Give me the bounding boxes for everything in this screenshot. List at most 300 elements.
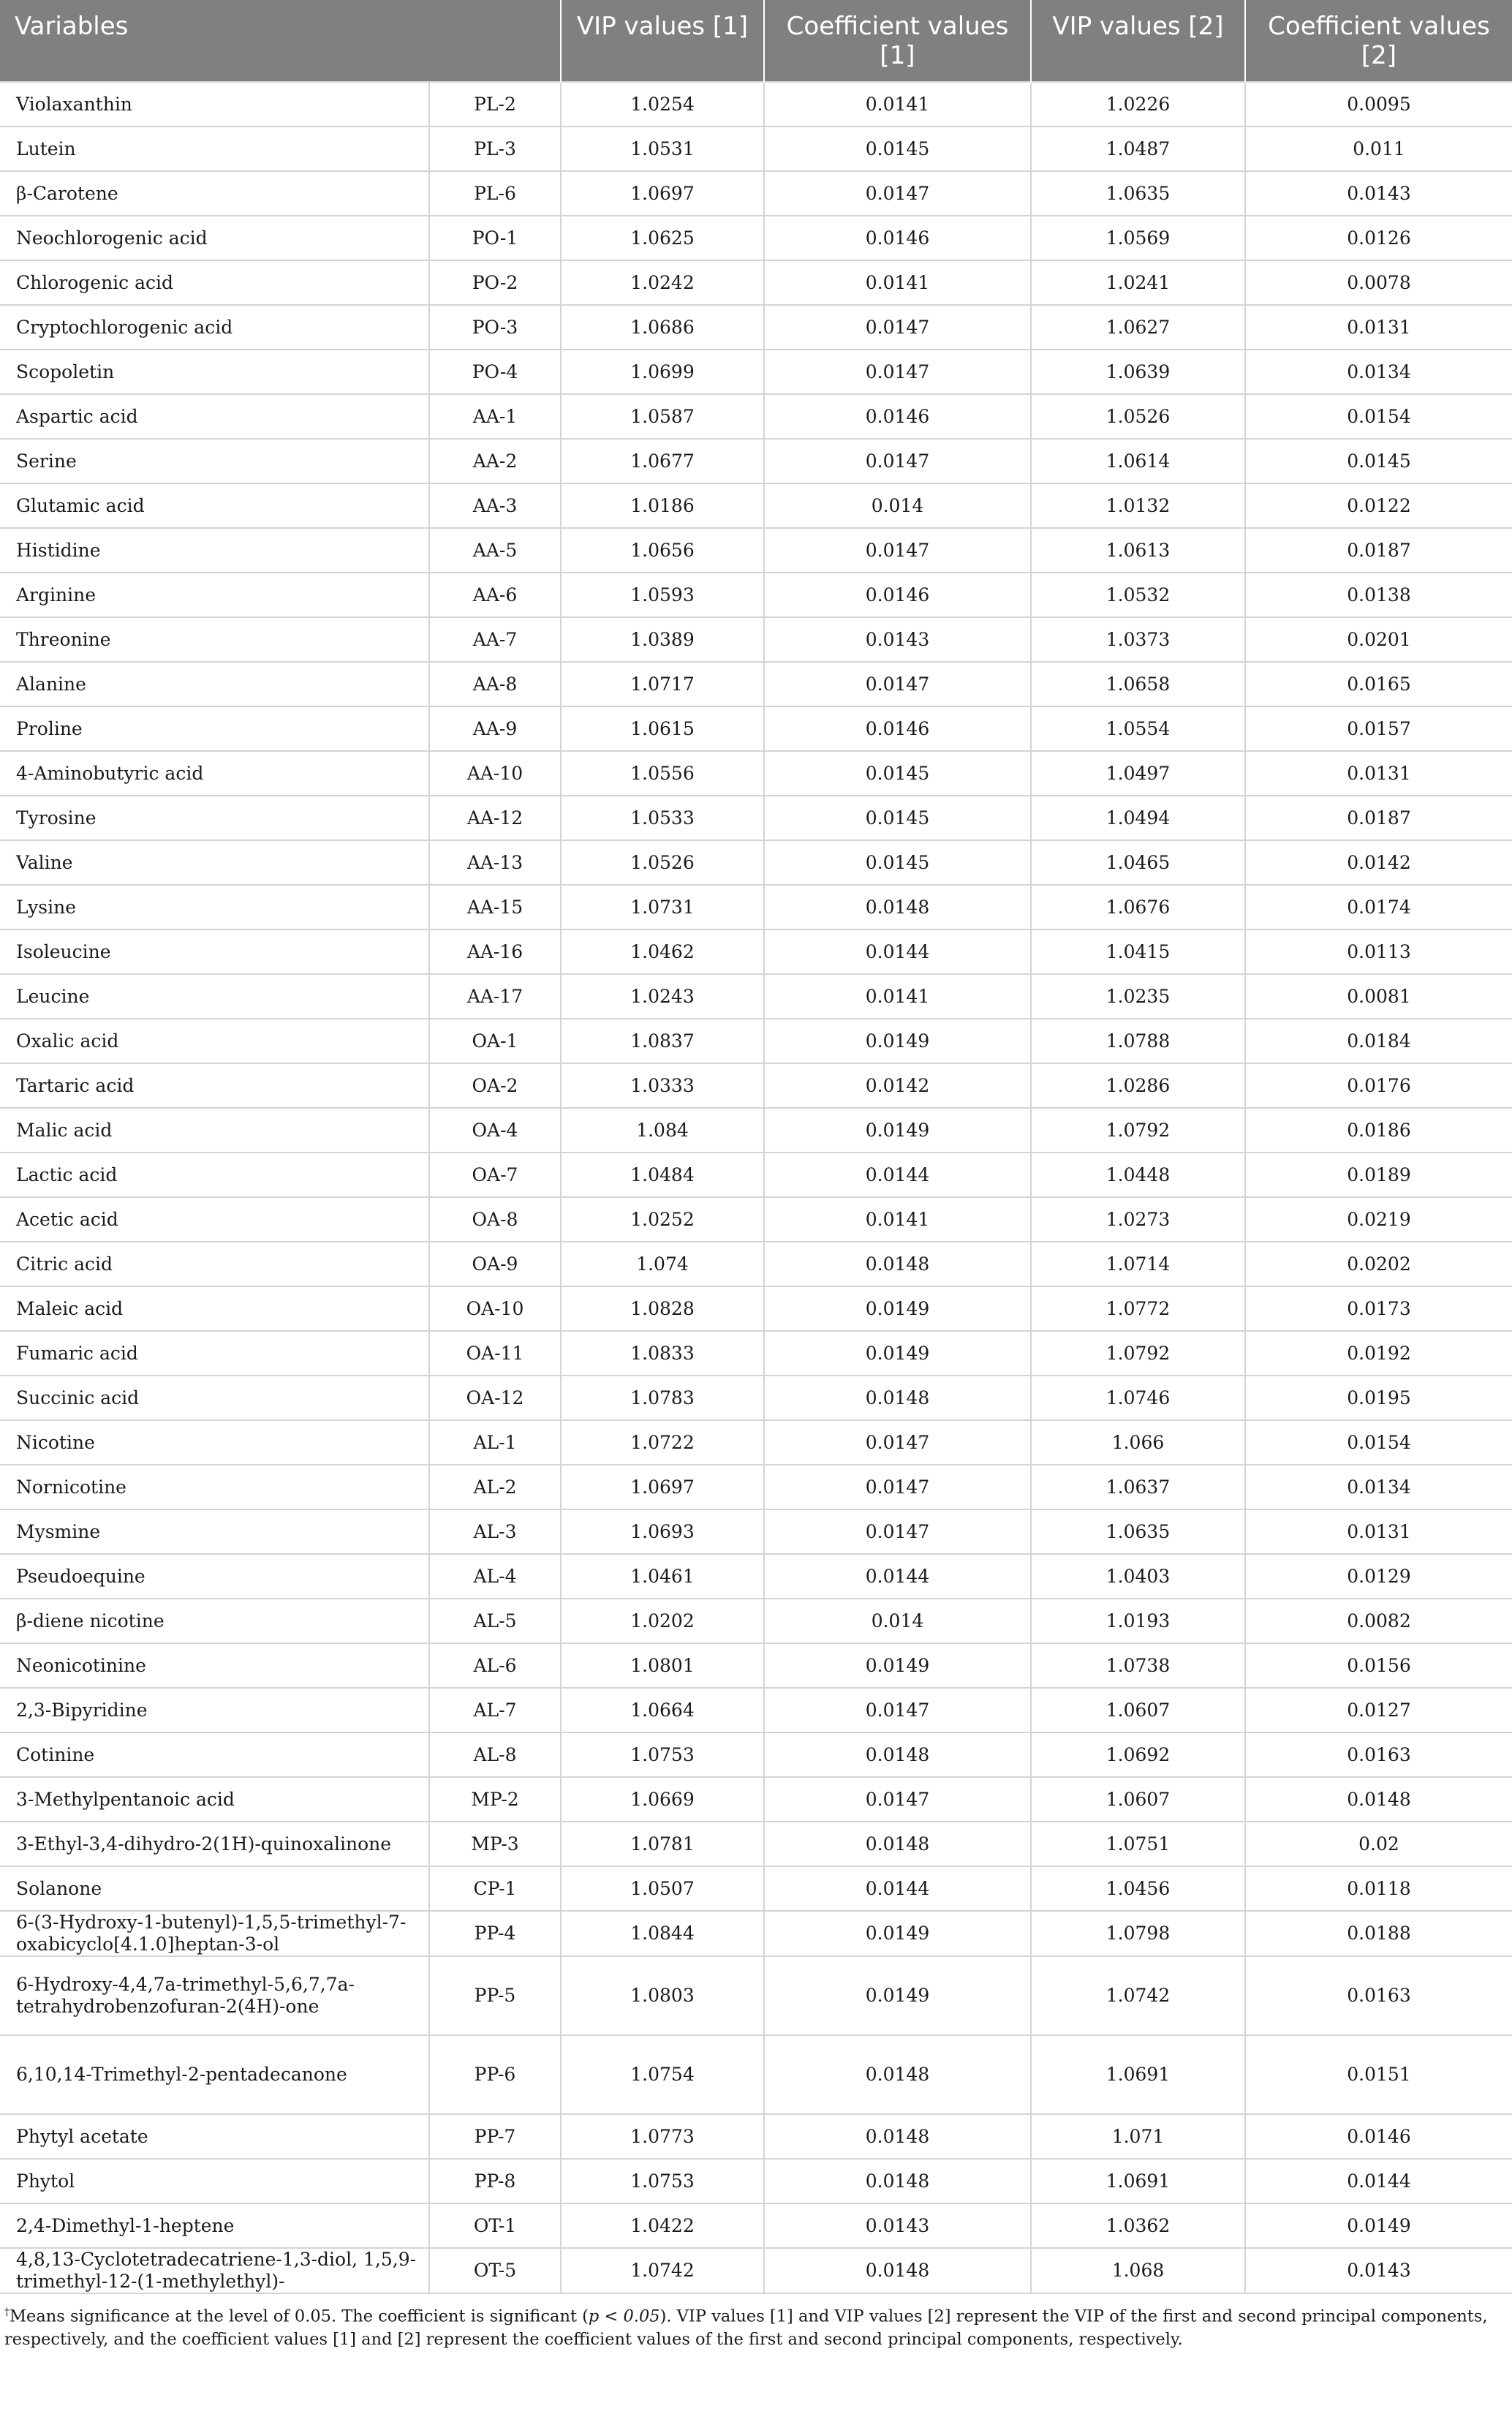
coefficient-1-cell: 0.0147 — [764, 528, 1031, 573]
coefficient-1-cell: 0.0149 — [764, 1286, 1031, 1331]
variable-code-cell: AA-7 — [429, 617, 561, 662]
variable-name-cell: Phytyl acetate — [0, 2114, 429, 2159]
coefficient-2-cell: 0.0118 — [1245, 1866, 1512, 1911]
table-header-row — [0, 0, 1512, 82]
coefficient-1-cell: 0.0148 — [764, 1822, 1031, 1866]
vip-1-cell: 1.0242 — [561, 260, 764, 305]
coefficient-2-cell: 0.0187 — [1245, 528, 1512, 573]
vip-1-cell: 1.084 — [561, 1108, 764, 1153]
table-row — [0, 1509, 1512, 1554]
vip-1-cell: 1.0773 — [561, 2114, 764, 2159]
table-row — [0, 796, 1512, 840]
coefficient-2-cell: 0.0146 — [1245, 2114, 1512, 2159]
header-vip-2: VIP values [2] — [1031, 0, 1245, 82]
vip-2-cell: 1.0792 — [1031, 1108, 1245, 1153]
header-coefficient-1: Coefficient values [1] — [764, 0, 1031, 82]
variable-name-cell: 3-Methylpentanoic acid — [0, 1777, 429, 1822]
table-row — [0, 1822, 1512, 1866]
variable-name-cell: Violaxanthin — [0, 82, 429, 127]
table-row — [0, 439, 1512, 483]
variable-code-cell: AA-9 — [429, 706, 561, 751]
table-row — [0, 127, 1512, 171]
variable-code-cell: AL-7 — [429, 1688, 561, 1732]
table-row — [0, 1688, 1512, 1732]
coefficient-1-cell: 0.0147 — [764, 171, 1031, 216]
coefficient-1-cell: 0.0141 — [764, 260, 1031, 305]
vip-1-cell: 1.0753 — [561, 2159, 764, 2203]
variable-name-cell: Lactic acid — [0, 1153, 429, 1197]
vip-1-cell: 1.0333 — [561, 1063, 764, 1108]
footnote-mark: † — [4, 2306, 10, 2318]
variable-code-cell: OA-1 — [429, 1019, 561, 1063]
vip-2-cell: 1.0241 — [1031, 260, 1245, 305]
coefficient-1-cell: 0.0147 — [764, 350, 1031, 394]
coefficient-1-cell: 0.0148 — [764, 2114, 1031, 2159]
coefficient-1-cell: 0.0148 — [764, 1242, 1031, 1286]
variable-code-cell: AL-8 — [429, 1732, 561, 1777]
variable-name-cell: Cotinine — [0, 1732, 429, 1777]
coefficient-2-cell: 0.0188 — [1245, 1911, 1512, 1956]
vip-2-cell: 1.0738 — [1031, 1643, 1245, 1688]
coefficient-1-cell: 0.0149 — [764, 1019, 1031, 1063]
vip-1-cell: 1.0801 — [561, 1643, 764, 1688]
table-row — [0, 1732, 1512, 1777]
coefficient-1-cell: 0.0141 — [764, 974, 1031, 1019]
vip-2-cell: 1.0639 — [1031, 350, 1245, 394]
vip-1-cell: 1.0252 — [561, 1197, 764, 1242]
coefficient-2-cell: 0.0174 — [1245, 885, 1512, 929]
variable-name-cell: Leucine — [0, 974, 429, 1019]
vip-2-cell: 1.0494 — [1031, 796, 1245, 840]
variable-code-cell: AA-3 — [429, 483, 561, 528]
coefficient-2-cell: 0.0138 — [1245, 573, 1512, 617]
variable-code-cell: AA-10 — [429, 751, 561, 796]
coefficient-2-cell: 0.0126 — [1245, 216, 1512, 260]
coefficient-2-cell: 0.0176 — [1245, 1063, 1512, 1108]
vip-1-cell: 1.0389 — [561, 617, 764, 662]
coefficient-2-cell: 0.0151 — [1245, 2035, 1512, 2114]
coefficient-1-cell: 0.0147 — [764, 1465, 1031, 1509]
table-row — [0, 1197, 1512, 1242]
vip-1-cell: 1.0731 — [561, 885, 764, 929]
table-row — [0, 1956, 1512, 2035]
variable-name-cell: Acetic acid — [0, 1197, 429, 1242]
vip-1-cell: 1.0677 — [561, 439, 764, 483]
variable-code-cell: PL-6 — [429, 171, 561, 216]
table-row — [0, 662, 1512, 706]
vip-2-cell: 1.0792 — [1031, 1331, 1245, 1376]
variable-code-cell: PP-5 — [429, 1956, 561, 2035]
coefficient-2-cell: 0.0189 — [1245, 1153, 1512, 1197]
vip-1-cell: 1.0507 — [561, 1866, 764, 1911]
vip-1-cell: 1.0754 — [561, 2035, 764, 2114]
variable-code-cell: AA-5 — [429, 528, 561, 573]
coefficient-1-cell: 0.0142 — [764, 1063, 1031, 1108]
vip-2-cell: 1.0692 — [1031, 1732, 1245, 1777]
coefficient-2-cell: 0.0145 — [1245, 439, 1512, 483]
vip-2-cell: 1.0569 — [1031, 216, 1245, 260]
footnote-p-value: p < 0.05 — [588, 2306, 660, 2326]
table-row — [0, 617, 1512, 662]
coefficient-1-cell: 0.0141 — [764, 82, 1031, 127]
coefficient-1-cell: 0.0144 — [764, 929, 1031, 974]
coefficient-2-cell: 0.0113 — [1245, 929, 1512, 974]
coefficient-2-cell: 0.0157 — [1245, 706, 1512, 751]
vip-2-cell: 1.0635 — [1031, 1509, 1245, 1554]
coefficient-2-cell: 0.0127 — [1245, 1688, 1512, 1732]
vip-2-cell: 1.0273 — [1031, 1197, 1245, 1242]
table-row — [0, 1108, 1512, 1153]
vip-1-cell: 1.0722 — [561, 1420, 764, 1465]
variable-code-cell: PL-3 — [429, 127, 561, 171]
variable-name-cell: Maleic acid — [0, 1286, 429, 1331]
coefficient-2-cell: 0.0186 — [1245, 1108, 1512, 1153]
table-row — [0, 1063, 1512, 1108]
vip-1-cell: 1.0462 — [561, 929, 764, 974]
variable-name-cell: Succinic acid — [0, 1376, 429, 1420]
vip-1-cell: 1.0686 — [561, 305, 764, 350]
vip-1-cell: 1.0484 — [561, 1153, 764, 1197]
variable-name-cell: Serine — [0, 439, 429, 483]
table-row — [0, 2248, 1512, 2293]
coefficient-2-cell: 0.0201 — [1245, 617, 1512, 662]
coefficient-1-cell: 0.0144 — [764, 1153, 1031, 1197]
coefficient-2-cell: 0.0082 — [1245, 1599, 1512, 1643]
variable-code-cell: OA-2 — [429, 1063, 561, 1108]
variable-code-cell: AL-1 — [429, 1420, 561, 1465]
coefficient-2-cell: 0.0131 — [1245, 751, 1512, 796]
vip-2-cell: 1.0132 — [1031, 483, 1245, 528]
header-vip-1: VIP values [1] — [561, 0, 764, 82]
vip-1-cell: 1.0526 — [561, 840, 764, 885]
vip-1-cell: 1.0615 — [561, 706, 764, 751]
vip-1-cell: 1.0533 — [561, 796, 764, 840]
table-row — [0, 1643, 1512, 1688]
coefficient-1-cell: 0.0149 — [764, 1331, 1031, 1376]
coefficient-2-cell: 0.0163 — [1245, 1956, 1512, 2035]
vip-1-cell: 1.0742 — [561, 2248, 764, 2293]
table-row — [0, 1420, 1512, 1465]
table-body — [0, 82, 1512, 2293]
coefficient-2-cell: 0.0187 — [1245, 796, 1512, 840]
coefficient-1-cell: 0.0145 — [764, 796, 1031, 840]
coefficient-2-cell: 0.0081 — [1245, 974, 1512, 1019]
vip-1-cell: 1.0656 — [561, 528, 764, 573]
vip-2-cell: 1.0627 — [1031, 305, 1245, 350]
coefficient-2-cell: 0.02 — [1245, 1822, 1512, 1866]
vip-1-cell: 1.0186 — [561, 483, 764, 528]
variable-code-cell: AA-2 — [429, 439, 561, 483]
vip-1-cell: 1.0254 — [561, 82, 764, 127]
footnote-text-b: ). VIP values [1] and VIP values [2] represent the VIP of the first and second principal components, respectively, and the coefficient values [1] and [2] represent the coefficient values of the first and second principal components, respectively. — [4, 2306, 1488, 2349]
vip-1-cell: 1.0593 — [561, 573, 764, 617]
coefficient-2-cell: 0.0165 — [1245, 662, 1512, 706]
variable-code-cell: AA-13 — [429, 840, 561, 885]
coefficient-1-cell: 0.0141 — [764, 1197, 1031, 1242]
variable-code-cell: CP-1 — [429, 1866, 561, 1911]
vip-2-cell: 1.0448 — [1031, 1153, 1245, 1197]
table-row — [0, 1554, 1512, 1599]
coefficient-2-cell: 0.0078 — [1245, 260, 1512, 305]
coefficient-2-cell: 0.0142 — [1245, 840, 1512, 885]
vip-2-cell: 1.0226 — [1031, 82, 1245, 127]
table-row — [0, 1911, 1512, 1956]
coefficient-2-cell: 0.0219 — [1245, 1197, 1512, 1242]
coefficient-1-cell: 0.0144 — [764, 1554, 1031, 1599]
variable-code-cell: OT-5 — [429, 2248, 561, 2293]
vip-2-cell: 1.0554 — [1031, 706, 1245, 751]
coefficient-2-cell: 0.0192 — [1245, 1331, 1512, 1376]
coefficient-1-cell: 0.0143 — [764, 617, 1031, 662]
variable-name-cell: Aspartic acid — [0, 394, 429, 439]
coefficient-1-cell: 0.0147 — [764, 1420, 1031, 1465]
vip-2-cell: 1.0714 — [1031, 1242, 1245, 1286]
variable-code-cell: AA-16 — [429, 929, 561, 974]
vip-1-cell: 1.0664 — [561, 1688, 764, 1732]
vip-1-cell: 1.074 — [561, 1242, 764, 1286]
variable-name-cell: Alanine — [0, 662, 429, 706]
variable-name-cell: Proline — [0, 706, 429, 751]
variable-code-cell: AA-15 — [429, 885, 561, 929]
vip-2-cell: 1.0373 — [1031, 617, 1245, 662]
coefficient-1-cell: 0.0147 — [764, 662, 1031, 706]
vip-2-cell: 1.0637 — [1031, 1465, 1245, 1509]
vip-2-cell: 1.0691 — [1031, 2035, 1245, 2114]
variable-name-cell: Lutein — [0, 127, 429, 171]
coefficient-2-cell: 0.0143 — [1245, 171, 1512, 216]
variable-code-cell: PP-8 — [429, 2159, 561, 2203]
vip-1-cell: 1.0587 — [561, 394, 764, 439]
coefficient-1-cell: 0.0146 — [764, 394, 1031, 439]
variable-name-cell: 6,10,14-Trimethyl-2-pentadecanone — [0, 2035, 429, 2114]
table-row — [0, 929, 1512, 974]
variable-name-cell: Nicotine — [0, 1420, 429, 1465]
variable-code-cell: OA-8 — [429, 1197, 561, 1242]
table-row — [0, 216, 1512, 260]
table-row — [0, 1465, 1512, 1509]
table-row — [0, 2159, 1512, 2203]
variable-name-cell: 2,3-Bipyridine — [0, 1688, 429, 1732]
coefficient-2-cell: 0.0148 — [1245, 1777, 1512, 1822]
coefficient-2-cell: 0.0154 — [1245, 394, 1512, 439]
variable-code-cell: PO-3 — [429, 305, 561, 350]
header-variables: Variables — [0, 0, 561, 82]
variable-name-cell: Threonine — [0, 617, 429, 662]
vip-2-cell: 1.0607 — [1031, 1688, 1245, 1732]
footnote-text-a: Means significance at the level of 0.05. The coefficient is significant ( — [10, 2306, 589, 2326]
variable-code-cell: OA-7 — [429, 1153, 561, 1197]
table-row — [0, 82, 1512, 127]
variable-code-cell: OA-4 — [429, 1108, 561, 1153]
vip-1-cell: 1.0833 — [561, 1331, 764, 1376]
coefficient-1-cell: 0.0145 — [764, 840, 1031, 885]
coefficient-2-cell: 0.0122 — [1245, 483, 1512, 528]
table-row — [0, 260, 1512, 305]
table-row — [0, 483, 1512, 528]
vip-1-cell: 1.0844 — [561, 1911, 764, 1956]
coefficient-2-cell: 0.0131 — [1245, 1509, 1512, 1554]
vip-2-cell: 1.0415 — [1031, 929, 1245, 974]
coefficient-1-cell: 0.0148 — [764, 2035, 1031, 2114]
vip-2-cell: 1.0286 — [1031, 1063, 1245, 1108]
vip-2-cell: 1.0658 — [1031, 662, 1245, 706]
coefficient-1-cell: 0.0145 — [764, 127, 1031, 171]
variable-name-cell: Pseudoequine — [0, 1554, 429, 1599]
variable-name-cell: Arginine — [0, 573, 429, 617]
variable-code-cell: PP-6 — [429, 2035, 561, 2114]
variable-name-cell: 3-Ethyl-3,4-dihydro-2(1H)-quinoxalinone — [0, 1822, 429, 1866]
vip-1-cell: 1.0803 — [561, 1956, 764, 2035]
coefficient-1-cell: 0.0149 — [764, 1643, 1031, 1688]
variable-name-cell: Fumaric acid — [0, 1331, 429, 1376]
variable-code-cell: AL-6 — [429, 1643, 561, 1688]
variable-code-cell: OA-9 — [429, 1242, 561, 1286]
vip-2-cell: 1.0362 — [1031, 2203, 1245, 2248]
table-row — [0, 840, 1512, 885]
variable-name-cell: Cryptochlorogenic acid — [0, 305, 429, 350]
variable-name-cell: Tyrosine — [0, 796, 429, 840]
coefficient-1-cell: 0.0148 — [764, 1732, 1031, 1777]
table-footnote — [0, 2294, 1512, 2351]
coefficient-2-cell: 0.0095 — [1245, 82, 1512, 127]
variable-name-cell: Neonicotinine — [0, 1643, 429, 1688]
variable-code-cell: AL-2 — [429, 1465, 561, 1509]
vip-2-cell: 1.0526 — [1031, 394, 1245, 439]
vip-2-cell: 1.0403 — [1031, 1554, 1245, 1599]
coefficient-2-cell: 0.0144 — [1245, 2159, 1512, 2203]
coefficient-2-cell: 0.0149 — [1245, 2203, 1512, 2248]
vip-1-cell: 1.0783 — [561, 1376, 764, 1420]
variable-code-cell: MP-3 — [429, 1822, 561, 1866]
variable-name-cell: Tartaric acid — [0, 1063, 429, 1108]
coefficient-2-cell: 0.0154 — [1245, 1420, 1512, 1465]
variable-code-cell: PP-4 — [429, 1911, 561, 1956]
vip-2-cell: 1.0614 — [1031, 439, 1245, 483]
vip-2-cell: 1.0635 — [1031, 171, 1245, 216]
variable-code-cell: PL-2 — [429, 82, 561, 127]
variable-name-cell: Malic acid — [0, 1108, 429, 1153]
coefficient-2-cell: 0.0184 — [1245, 1019, 1512, 1063]
coefficient-2-cell: 0.0143 — [1245, 2248, 1512, 2293]
vip-2-cell: 1.0456 — [1031, 1866, 1245, 1911]
table-row — [0, 974, 1512, 1019]
vip-1-cell: 1.0625 — [561, 216, 764, 260]
coefficient-2-cell: 0.0134 — [1245, 1465, 1512, 1509]
vip-2-cell: 1.0788 — [1031, 1019, 1245, 1063]
table-row — [0, 394, 1512, 439]
variable-code-cell: MP-2 — [429, 1777, 561, 1822]
variable-name-cell: Solanone — [0, 1866, 429, 1911]
header-coefficient-2: Coefficient values [2] — [1245, 0, 1512, 82]
variable-name-cell: Scopoletin — [0, 350, 429, 394]
table-row — [0, 1286, 1512, 1331]
vip-2-cell: 1.0691 — [1031, 2159, 1245, 2203]
coefficient-1-cell: 0.0149 — [764, 1956, 1031, 2035]
coefficient-2-cell: 0.011 — [1245, 127, 1512, 171]
vip-2-cell: 1.0772 — [1031, 1286, 1245, 1331]
vip-2-cell: 1.0751 — [1031, 1822, 1245, 1866]
vip-2-cell: 1.0613 — [1031, 528, 1245, 573]
variable-name-cell: Lysine — [0, 885, 429, 929]
variable-name-cell: β-Carotene — [0, 171, 429, 216]
table-row — [0, 1599, 1512, 1643]
variable-name-cell: Neochlorogenic acid — [0, 216, 429, 260]
variable-code-cell: AA-8 — [429, 662, 561, 706]
variable-name-cell: Chlorogenic acid — [0, 260, 429, 305]
vip-2-cell: 1.0193 — [1031, 1599, 1245, 1643]
coefficient-2-cell: 0.0202 — [1245, 1242, 1512, 1286]
coefficient-1-cell: 0.0148 — [764, 2248, 1031, 2293]
vip-1-cell: 1.0717 — [561, 662, 764, 706]
variable-code-cell: PP-7 — [429, 2114, 561, 2159]
coefficient-2-cell: 0.0195 — [1245, 1376, 1512, 1420]
coefficient-1-cell: 0.014 — [764, 483, 1031, 528]
coefficient-1-cell: 0.0148 — [764, 2159, 1031, 2203]
vip-2-cell: 1.0487 — [1031, 127, 1245, 171]
vip-2-cell: 1.0607 — [1031, 1777, 1245, 1822]
variable-name-cell: Glutamic acid — [0, 483, 429, 528]
variable-code-cell: OA-12 — [429, 1376, 561, 1420]
coefficient-2-cell: 0.0129 — [1245, 1554, 1512, 1599]
vip-1-cell: 1.0753 — [561, 1732, 764, 1777]
table-row — [0, 573, 1512, 617]
variable-name-cell: Nornicotine — [0, 1465, 429, 1509]
vip-2-cell: 1.0676 — [1031, 885, 1245, 929]
variable-code-cell: PO-4 — [429, 350, 561, 394]
variable-name-cell: 4-Aminobutyric acid — [0, 751, 429, 796]
variable-name-cell: β-diene nicotine — [0, 1599, 429, 1643]
table-row — [0, 350, 1512, 394]
table-row — [0, 751, 1512, 796]
vip-1-cell: 1.0422 — [561, 2203, 764, 2248]
coefficient-2-cell: 0.0163 — [1245, 1732, 1512, 1777]
coefficient-1-cell: 0.0144 — [764, 1866, 1031, 1911]
table-row — [0, 1376, 1512, 1420]
vip-1-cell: 1.0781 — [561, 1822, 764, 1866]
vip-1-cell: 1.0461 — [561, 1554, 764, 1599]
variable-code-cell: OA-10 — [429, 1286, 561, 1331]
variable-code-cell: AA-1 — [429, 394, 561, 439]
vip-2-cell: 1.0532 — [1031, 573, 1245, 617]
vip-1-cell: 1.0669 — [561, 1777, 764, 1822]
variable-code-cell: AL-3 — [429, 1509, 561, 1554]
vip-1-cell: 1.0697 — [561, 1465, 764, 1509]
variable-name-cell: 6-(3-Hydroxy-1-butenyl)-1,5,5-trimethyl-7-oxabicyclo[4.1.0]heptan-3-ol — [0, 1911, 429, 1956]
coefficient-1-cell: 0.0146 — [764, 573, 1031, 617]
vip-1-cell: 1.0837 — [561, 1019, 764, 1063]
variable-code-cell: AA-12 — [429, 796, 561, 840]
coefficient-1-cell: 0.0148 — [764, 1376, 1031, 1420]
vip-1-cell: 1.0697 — [561, 171, 764, 216]
coefficient-1-cell: 0.0146 — [764, 706, 1031, 751]
table-row — [0, 171, 1512, 216]
variable-code-cell: AL-5 — [429, 1599, 561, 1643]
vip-1-cell: 1.0828 — [561, 1286, 764, 1331]
table-row — [0, 885, 1512, 929]
table-row — [0, 706, 1512, 751]
vip-2-cell: 1.0465 — [1031, 840, 1245, 885]
variable-name-cell: Phytol — [0, 2159, 429, 2203]
table-row — [0, 305, 1512, 350]
coefficient-2-cell: 0.0131 — [1245, 305, 1512, 350]
variable-code-cell: AL-4 — [429, 1554, 561, 1599]
coefficient-1-cell: 0.0149 — [764, 1108, 1031, 1153]
coefficient-1-cell: 0.0147 — [764, 305, 1031, 350]
vip-1-cell: 1.0243 — [561, 974, 764, 1019]
coefficient-1-cell: 0.0147 — [764, 1688, 1031, 1732]
vip-2-cell: 1.0746 — [1031, 1376, 1245, 1420]
coefficient-1-cell: 0.0147 — [764, 1509, 1031, 1554]
